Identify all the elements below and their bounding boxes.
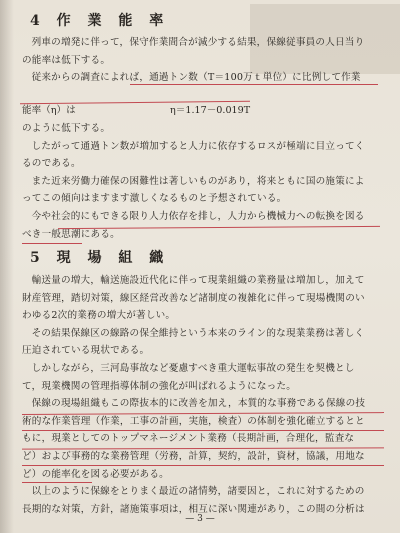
page-edge-shadow	[0, 0, 14, 533]
text-line: の能率は低下する。	[22, 54, 111, 66]
text-line: べき一般思潮にある。	[22, 228, 120, 240]
red-underline	[22, 430, 384, 431]
text-line: その結果保線区の線路の保全維持という本来のライン的な現業業務は著しく	[31, 327, 365, 339]
text-line: 圧迫されている現状である。	[22, 345, 150, 357]
text-line: しかしながら，三河島事故など憂慮すべき重大運転事故の発生を契機とし	[31, 362, 355, 374]
section-4-body-cont	[22, 120, 388, 243]
section-4-body	[22, 34, 388, 87]
text-line: したがって通過トン数が増加すると人力に依存するロスが極端に目立ってく	[31, 140, 365, 152]
section-5-heading: 5 現 場 組 織	[30, 250, 170, 266]
formula-expression: η＝1.17－0.019T	[170, 105, 251, 116]
red-underline	[22, 482, 92, 483]
red-underline	[22, 243, 82, 244]
text-line: 保線の現場組織もこの際抜本的に改善を加え，本質的な事務である保線の技	[31, 398, 366, 410]
red-underline	[22, 465, 384, 466]
text-line: ど）の能率化を図る必要がある。	[22, 468, 169, 480]
text-line: 長期的な対策，方針，諸施策事項は，相互に深い関連があり，この間の分析は	[22, 503, 365, 515]
text-line: 従来からの調査によれば，通過トン数（T＝100万ｔ単位）に比例して作業	[31, 72, 361, 84]
section-4-heading: 4 作 業 能 率	[30, 13, 170, 29]
text-line: て，現業機関の管理指導体制の強化が叫ばれるようになった。	[22, 380, 297, 392]
text-line: ど）および事務的な業務管理（労務，計算，契約，設計，資材，協議，用地な	[22, 450, 365, 462]
formula-label: 能率（η）は	[22, 105, 76, 116]
text-line: また近来労働力確保の困難性は著しいものがあり，将来ともに国の施策によ	[31, 175, 365, 187]
text-line: 今や社会的にもできる限り人力依存を排し，人力から機械力への転換を図る	[31, 210, 365, 222]
text-line: ってこの傾向はますます激しくなるものと予想されている。	[22, 193, 287, 205]
text-line: 列車の増発に伴って，保守作業間合が減少する結果，保線従事員の人日当り	[31, 37, 365, 48]
text-line: 以上のように保線をとりまく最近の諸情勢，諸要因と，これに対するための	[31, 486, 365, 498]
text-line: わゆる2次的業務の増大が著しい。	[22, 310, 176, 322]
text-line: 術的な作業管理（作業，工事の計画，実施，検査）の体制を強化確立するとと	[22, 415, 365, 427]
text-line: るのである。	[22, 158, 81, 170]
page-number: — 3 —	[185, 514, 215, 524]
text-line: もに，現業としてのトップマネージメント業務（長期計画，合理化，監査な	[22, 433, 355, 445]
text-line: のように低下する。	[22, 123, 111, 134]
text-line: 財産管理，踏切対策，線区経営改善など諸制度の複雑化に伴って現場機関のい	[22, 292, 365, 304]
red-underline	[130, 84, 378, 85]
text-line: 輸送量の増大，輸送施設近代化に伴って現業組織の業務量は増加し，加えて	[31, 275, 365, 286]
